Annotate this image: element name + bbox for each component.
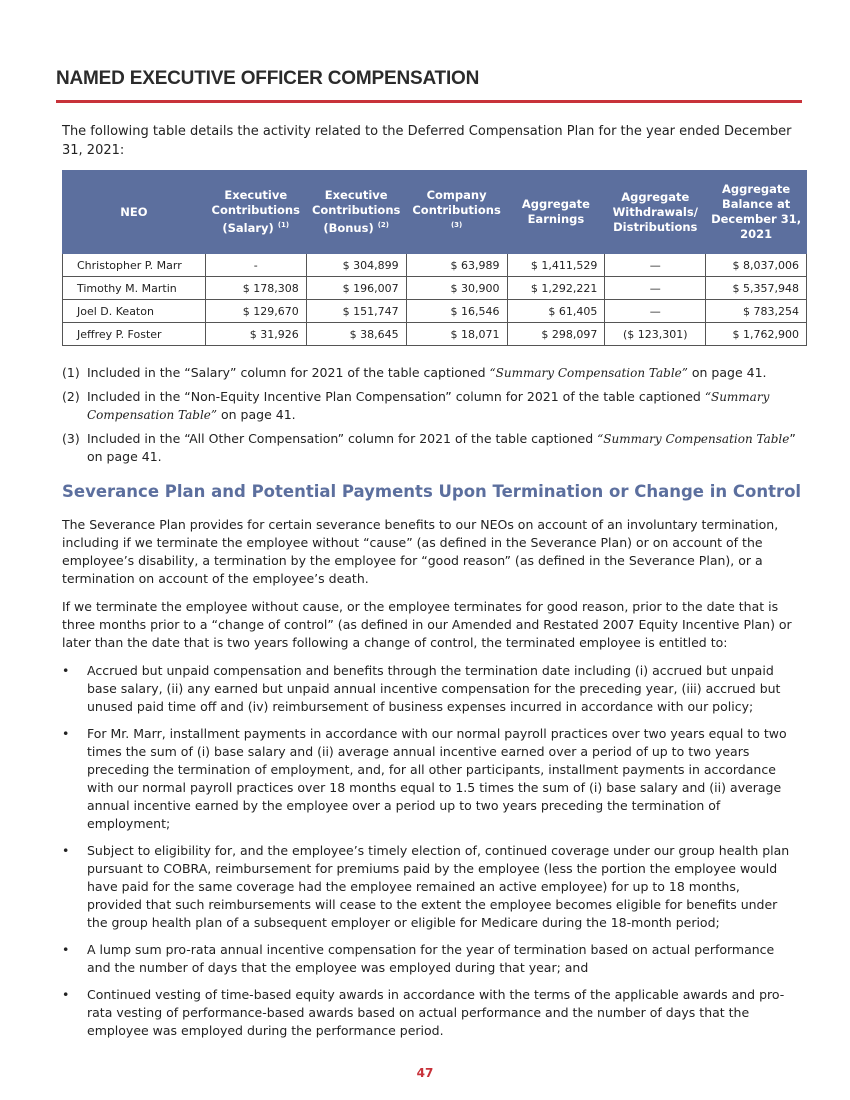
footnotes — [62, 364, 797, 471]
footnote-reference: “Summary Compensation Table” — [87, 390, 770, 422]
cell-neo: Christopher P. Marr — [63, 254, 206, 277]
cell-balance: $ 5,357,948 — [706, 277, 807, 300]
footnote: (2) Included in the “Non-Equity Incentive Plan Compensation” column for 2021 of the table captioned “Summary Compensation Table” on page 41. — [62, 389, 770, 422]
intro-paragraph: The following table details the activity related to the Deferred Compensation Plan for the year ended December 31, 2021: — [62, 124, 792, 158]
cell-neo: Joel D. Keaton — [63, 300, 206, 323]
cell-bonus: $ 151,747 — [306, 300, 406, 323]
cell-neo: Jeffrey P. Foster — [63, 323, 206, 346]
cell-bonus: $ 304,899 — [306, 254, 406, 277]
cell-salary: $ 178,308 — [205, 277, 306, 300]
cell-earnings: $ 61,405 — [507, 300, 605, 323]
column-header-withdrawals: Aggregate Withdrawals/ Distributions — [605, 171, 706, 254]
cell-bonus: $ 38,645 — [306, 323, 406, 346]
section-body — [62, 516, 798, 1049]
list-item: • Continued vesting of time-based equity awards in accordance with the terms of the applicable awards and pro-rata vesting of performance-based awards based on actual performance and the number of days that the employee was employed during the performance period. — [62, 987, 785, 1038]
cell-withdrawals: ($ 123,301) — [605, 323, 706, 346]
table-row — [63, 323, 807, 346]
page-header-title: NAMED EXECUTIVE OFFICER COMPENSATION — [56, 68, 480, 89]
column-header-neo: NEO — [63, 171, 206, 254]
list-item: • A lump sum pro-rata annual incentive compensation for the year of termination based on actual performance and the number of days that the employee was employed during that year; and — [62, 942, 775, 975]
bullet-icon: • — [62, 726, 70, 741]
footnote-number: (2) — [62, 389, 80, 404]
column-header-company: Company Contributions $^{(3)}$ — [406, 171, 507, 254]
body-paragraph: The Severance Plan provides for certain severance benefits to our NEOs on account of an involuntary termination, including if we terminate the employee without “cause” (as defined in the Severance Plan) or on account of the employee’s disability, a termination by the employee for “good reason” (as defined in the Severance Plan), or a termination on account of the employee’s death. — [62, 517, 779, 586]
list-item: • Accrued but unpaid compensation and benefits through the termination date including (i) accrued but unpaid base salary, (ii) any earned but unpaid annual incentive compensation for the preceding year, (iii) accrued but unused paid time off and (iv) reimbursement of business expenses incurred in accordance with our policy; — [62, 663, 781, 714]
section-heading: Severance Plan and Potential Payments Upon Termination or Change in Control — [62, 482, 802, 501]
bullet-icon: • — [62, 987, 70, 1002]
cell-neo: Timothy M. Martin — [63, 277, 206, 300]
cell-company: $ 16,546 — [406, 300, 507, 323]
footnote: (1) Included in the “Salary” column for 2021 of the table captioned “Summary Compensation Table” on page 41. — [62, 365, 767, 380]
cell-earnings: $ 1,292,221 — [507, 277, 605, 300]
cell-withdrawals: — — [605, 300, 706, 323]
bullet-icon: • — [62, 843, 70, 858]
cell-salary: $ 129,670 — [205, 300, 306, 323]
footnote-number: (3) — [62, 431, 80, 446]
list-item: • For Mr. Marr, installment payments in accordance with our normal payroll practices over two years equal to two times the sum of (i) base salary and (ii) average annual incentive earned over a period of up to two years preceding the termination of employment, and, for all other participants, installment payments in accordance with our normal payroll practices over 18 months equal to 1.5 times the sum of (i) base salary and (ii) average annual incentive earned by the employee over a period up to two years preceding the termination of employment; — [62, 726, 787, 831]
footnote: (3) Included in the “All Other Compensation” column for 2021 of the table captioned “Summary Compensation Table” on page 41. — [62, 431, 796, 464]
cell-company: $ 18,071 — [406, 323, 507, 346]
cell-balance: $ 783,254 — [706, 300, 807, 323]
cell-salary: $ 31,926 — [205, 323, 306, 346]
cell-balance: $ 1,762,900 — [706, 323, 807, 346]
cell-withdrawals: — — [605, 277, 706, 300]
bullet-icon: • — [62, 663, 70, 678]
page-number: 47 — [416, 1066, 434, 1080]
bullet-icon: • — [62, 942, 70, 957]
column-header-exec-bonus: Executive Contributions (Bonus) $^{(2)}$ — [306, 171, 406, 254]
list-item: • Subject to eligibility for, and the employee’s timely election of, continued coverage under our group health plan pursuant to COBRA, reimbursement for premiums paid by the employee (less the portion the employee would have paid for the same coverage had the employee remained an active employee) for up to 18 months, provided that such reimbursements will cease to the extent the employee becomes eligible for benefits under the group health plan of a subsequent employer or eligible for Medicare during the 18-month period; — [62, 843, 790, 930]
entitlements-list — [62, 662, 798, 1040]
table-row — [63, 254, 807, 277]
column-header-earnings: Aggregate Earnings — [507, 171, 605, 254]
table-header-row — [63, 171, 807, 254]
column-header-balance: Aggregate Balance at December 31, 2021 — [706, 171, 807, 254]
cell-bonus: $ 196,007 — [306, 277, 406, 300]
cell-company: $ 30,900 — [406, 277, 507, 300]
column-header-exec-salary: Executive Contributions (Salary) $^{(1)}$ — [205, 171, 306, 254]
deferred-compensation-table — [62, 170, 807, 346]
cell-company: $ 63,989 — [406, 254, 507, 277]
body-paragraph: If we terminate the employee without cause, or the employee terminates for good reason, prior to the date that is three months prior to a “change of control” (as defined in our Amended and Restated 2007 Equity Incentive Plan) or later than the date that is two years following a change of control, the terminated employee is entitled to: — [62, 599, 792, 650]
cell-withdrawals: — — [605, 254, 706, 277]
header-divider — [56, 100, 802, 103]
table-row — [63, 300, 807, 323]
cell-earnings: $ 298,097 — [507, 323, 605, 346]
footnote-reference: “Summary Compensation Table” — [489, 366, 688, 380]
cell-salary: - — [205, 254, 306, 277]
footnote-number: (1) — [62, 365, 80, 380]
cell-balance: $ 8,037,006 — [706, 254, 807, 277]
cell-earnings: $ 1,411,529 — [507, 254, 605, 277]
footnote-reference: “Summary Compensation Table — [597, 432, 790, 446]
table-row — [63, 277, 807, 300]
